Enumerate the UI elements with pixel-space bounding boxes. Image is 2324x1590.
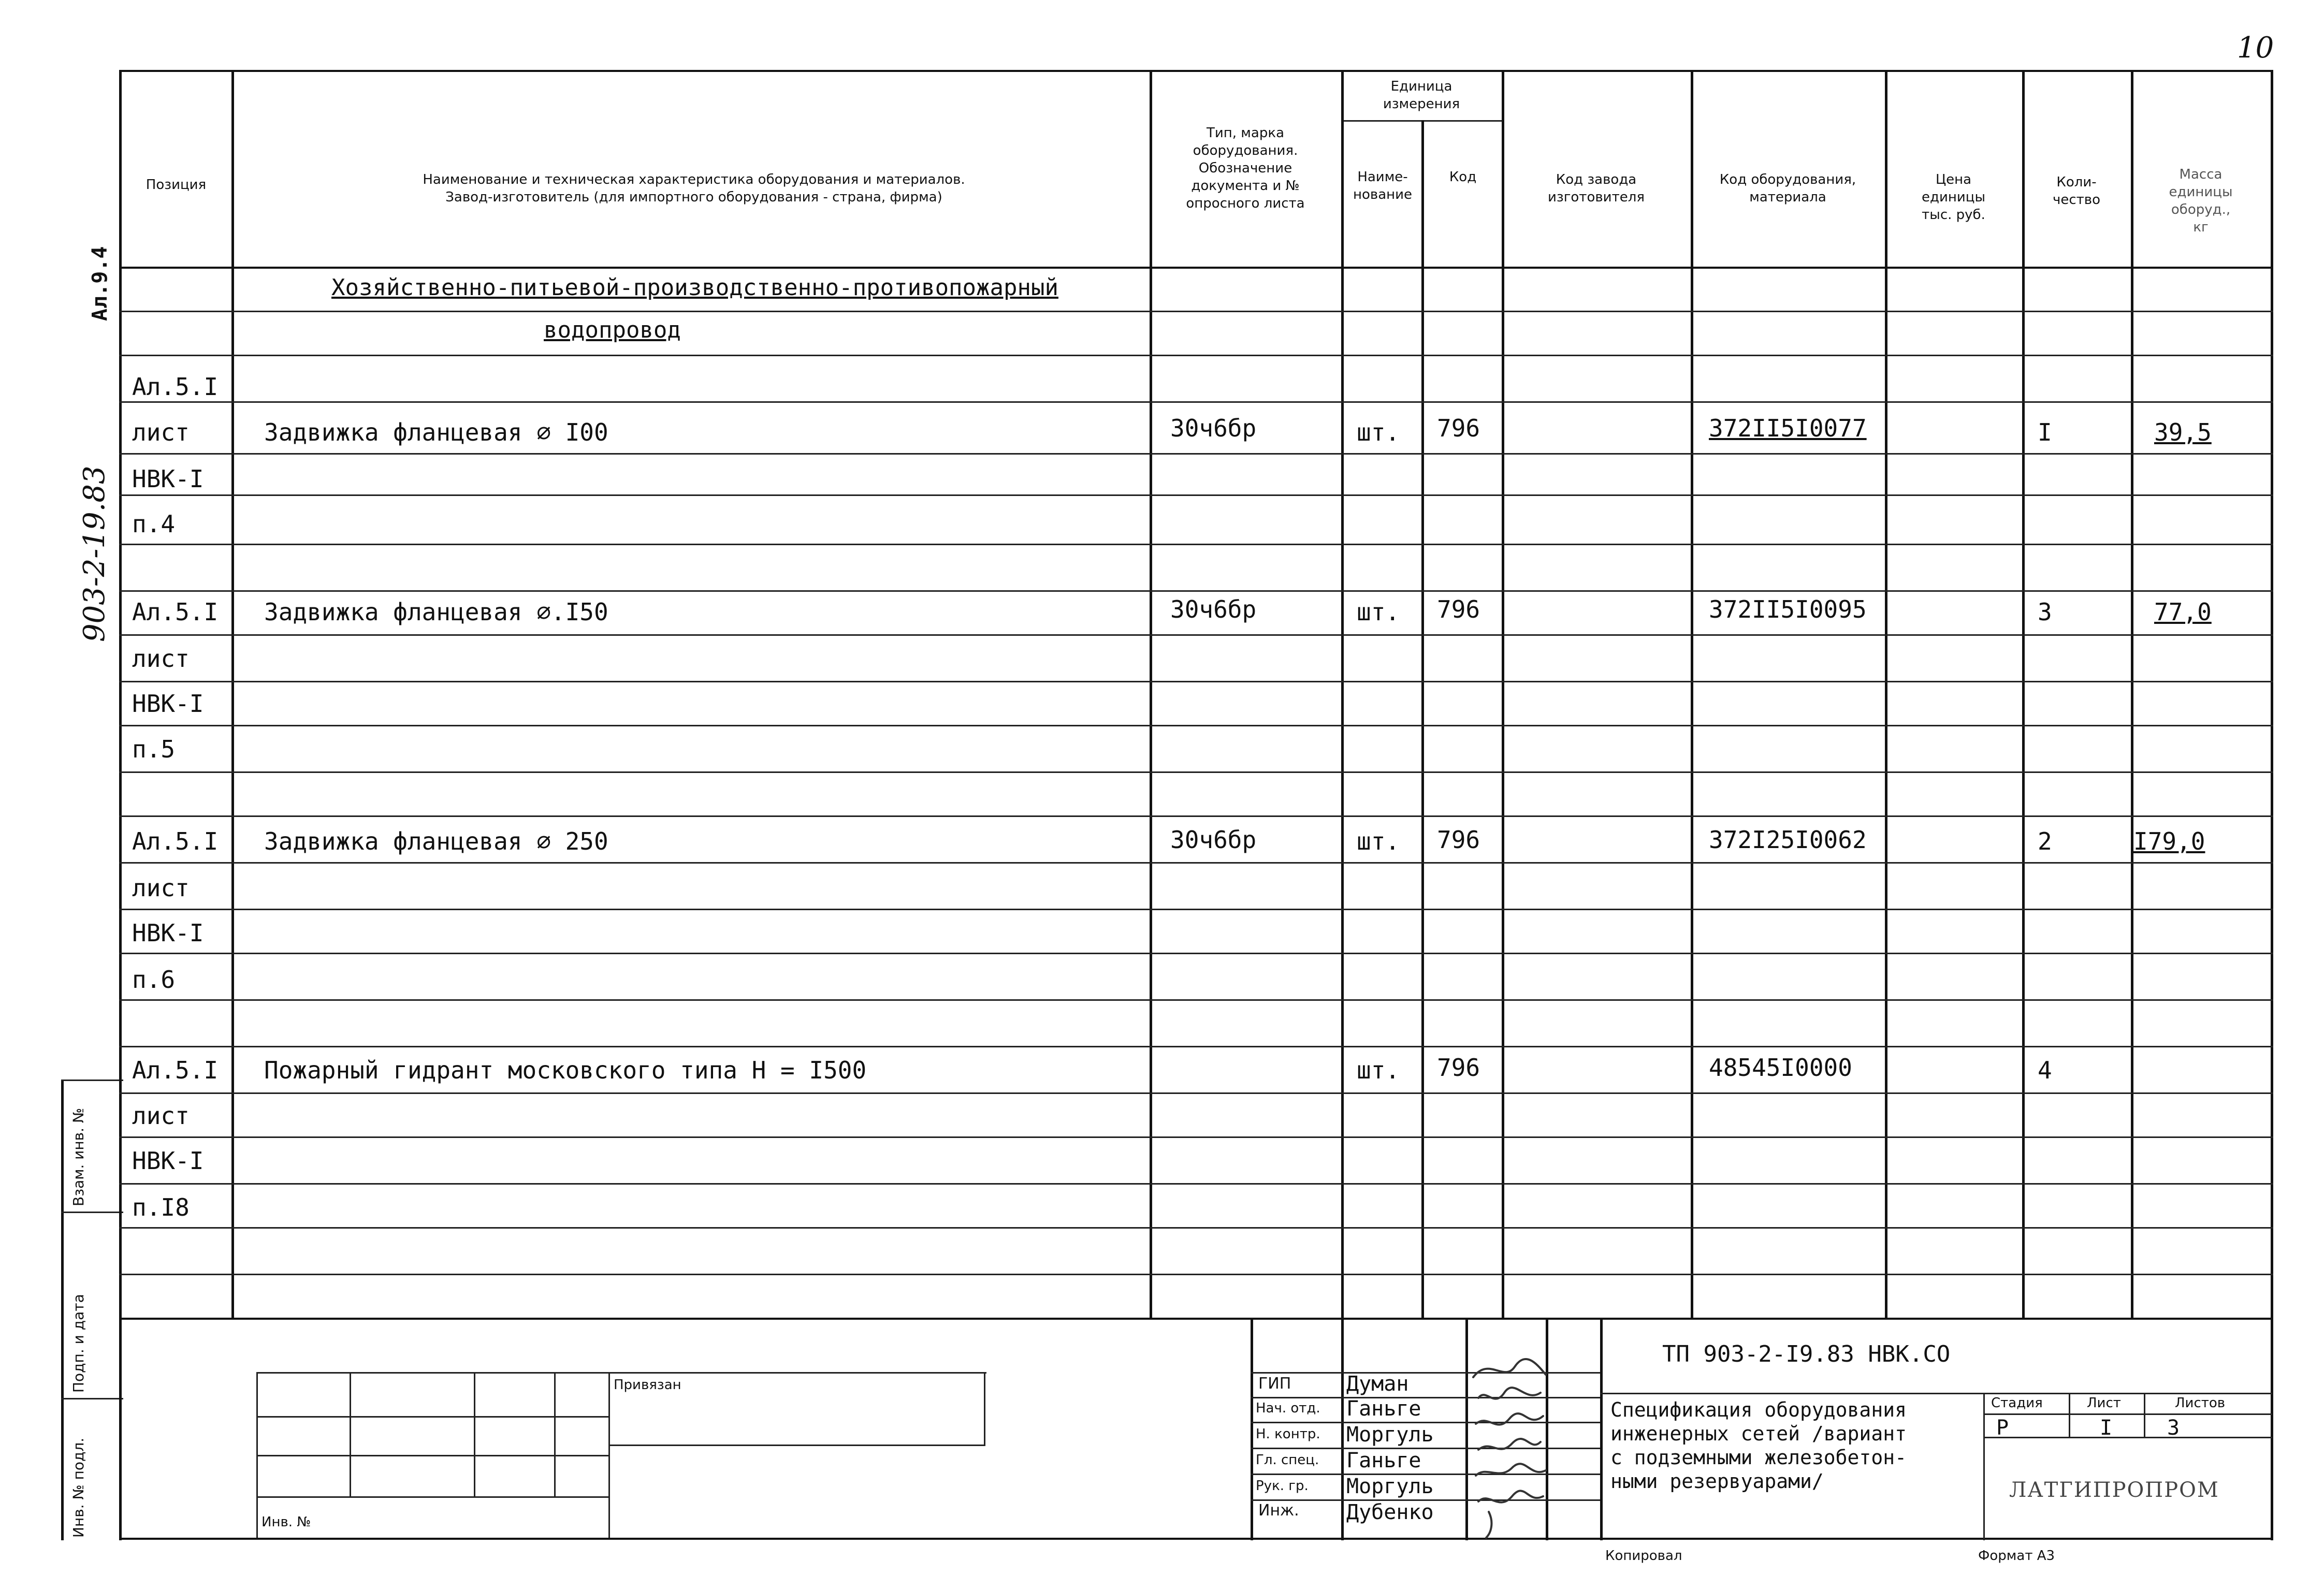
position-ref: п.6: [132, 966, 176, 994]
col-header-type: Тип, марка оборудования. Обозначение документа и № опросного листа: [1186, 125, 1305, 211]
inv-original-label: Инв. № подл.: [70, 1437, 87, 1538]
position-ref: НВК-I: [132, 1147, 204, 1175]
signer-name: Моргуль: [1346, 1423, 1434, 1447]
position-ref: Ал.5.I: [132, 827, 219, 855]
inv-replaced-label: Взам. инв. №: [70, 1107, 87, 1206]
col-header-unit-code: Код: [1449, 169, 1477, 185]
organization-name: ЛАТГИПРОПРОМ: [2009, 1478, 2219, 1502]
position-ref: НВК-I: [132, 465, 204, 493]
position-ref: Ал.5.I: [132, 1056, 219, 1084]
role-label: Инж.: [1258, 1501, 1299, 1520]
item-quantity: I: [2038, 418, 2052, 446]
position-ref: п.4: [132, 510, 176, 538]
section-title-line2: водопровод: [544, 317, 681, 343]
role-label: Рук. гр.: [1256, 1478, 1309, 1494]
item-unit-code: 796: [1437, 595, 1480, 623]
stage-value: Р: [1996, 1416, 2009, 1440]
album-label: Ал.9.4: [88, 246, 112, 321]
signer-name: Ганьге: [1346, 1397, 1421, 1421]
item-quantity: 4: [2038, 1056, 2052, 1084]
position-ref: лист: [132, 1102, 190, 1130]
position-ref: Ал.5.I: [132, 598, 219, 626]
paper-format-label: Формат А3: [1978, 1548, 2055, 1564]
item-unit-code: 796: [1437, 826, 1480, 854]
item-mass: 77,0: [2154, 598, 2212, 626]
signer-name: Дубенко: [1346, 1500, 1434, 1524]
col-header-equipment-code: Код оборудования, материала: [1719, 172, 1856, 205]
position-ref: НВК-I: [132, 919, 204, 947]
col-header-plant-code: Код завода изготовителя: [1548, 172, 1645, 205]
col-header-price: Цена единицы тыс. руб.: [1922, 172, 1985, 223]
col-header-unit: Единица измерения: [1383, 79, 1460, 112]
section-title-line1: Хозяйственно-питьевой-производственно-противопожарный: [331, 274, 1058, 301]
document-code: ТП 903-2-I9.83 НВК.СО: [1662, 1341, 1951, 1367]
signer-name: Моргуль: [1346, 1475, 1434, 1498]
signer-name: Думан: [1346, 1372, 1409, 1396]
item-unit-code: 796: [1437, 1054, 1480, 1082]
sheets-value: 3: [2167, 1416, 2180, 1440]
position-ref: п.5: [132, 735, 176, 763]
position-ref: п.I8: [132, 1193, 190, 1221]
position-ref: НВК-I: [132, 690, 204, 718]
signatures-image: [1468, 1325, 1551, 1543]
position-ref: лист: [132, 645, 190, 673]
item-type: 30ч6бр: [1170, 595, 1257, 623]
col-header-quantity: Коли- чество: [2052, 174, 2101, 208]
position-ref: Ал.5.I: [132, 373, 219, 401]
col-header-mass: Масса единицы оборуд., кг: [2169, 167, 2233, 235]
item-name: Задвижка фланцевая ∅ I00: [264, 418, 608, 446]
role-label: ГИП: [1258, 1375, 1291, 1393]
col-header-unit-name: Наиме- нование: [1353, 169, 1413, 202]
sheet-value: I: [2100, 1416, 2113, 1440]
item-type: 30ч6бр: [1170, 414, 1257, 442]
role-label: Нач. отд.: [1256, 1401, 1320, 1416]
item-equipment-code: 372I25I0062: [1709, 826, 1867, 854]
role-label: Н. контр.: [1256, 1426, 1320, 1442]
sheet-label: Лист: [2087, 1395, 2121, 1411]
item-name: Пожарный гидрант московского типа Н = I500: [264, 1056, 867, 1084]
item-unit: шт.: [1357, 1056, 1400, 1084]
item-equipment-code: 372II5I0095: [1709, 595, 1867, 623]
attached-label: Привязан: [614, 1377, 681, 1393]
item-unit: шт.: [1357, 418, 1400, 446]
sheets-label: Листов: [2175, 1395, 2226, 1411]
position-ref: лист: [132, 418, 190, 446]
col-header-position: Позиция: [146, 177, 207, 193]
sign-date-label: Подп. и дата: [70, 1294, 87, 1393]
item-mass: I79,0: [2133, 827, 2205, 855]
item-unit: шт.: [1357, 827, 1400, 855]
item-name: Задвижка фланцевая ∅.I50: [264, 598, 608, 626]
item-unit-code: 796: [1437, 414, 1480, 442]
page-number: 10: [2237, 31, 2274, 65]
item-mass: 39,5: [2154, 418, 2212, 446]
role-label: Гл. спец.: [1256, 1452, 1319, 1468]
document-title: Спецификация оборудования инженерных сетей /вариант с подземными железобетон- ными резервуарами/: [1610, 1398, 1907, 1493]
item-type: 30ч6бр: [1170, 826, 1257, 854]
item-name: Задвижка фланцевая ∅ 250: [264, 827, 608, 855]
project-number-label: 903-2-19.83: [78, 465, 111, 642]
item-equipment-code: 48545I0000: [1709, 1054, 1852, 1082]
position-ref: лист: [132, 874, 190, 902]
item-unit: шт.: [1357, 598, 1400, 626]
col-header-name: Наименование и техническая характеристика оборудования и материалов. Завод-изготовитель (для импортного оборудования - страна, фирма): [423, 172, 965, 205]
copied-by-label: Копировал: [1605, 1548, 1682, 1564]
stage-label: Стадия: [1991, 1395, 2043, 1411]
inventory-number-label: Инв. №: [262, 1514, 311, 1530]
signer-name: Ганьге: [1346, 1449, 1421, 1472]
item-quantity: 3: [2038, 598, 2052, 626]
item-quantity: 2: [2038, 827, 2052, 855]
item-equipment-code: 372II5I0077: [1709, 414, 1867, 442]
